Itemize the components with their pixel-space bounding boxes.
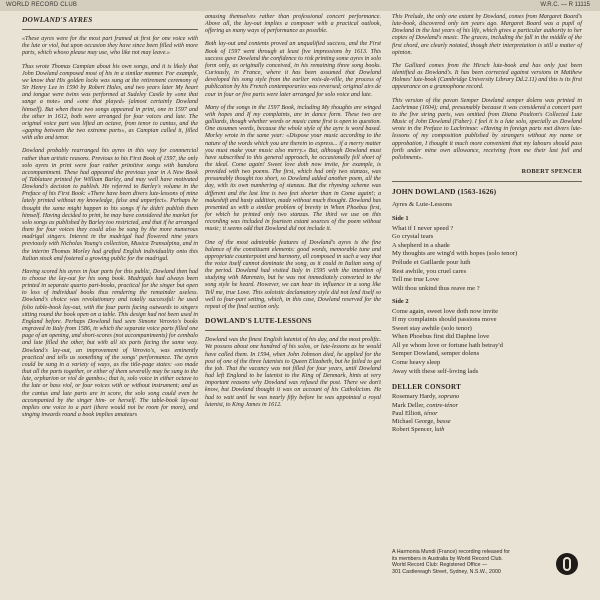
paragraph: The Galliard comes from the Hirsch lute-book and has only just been identified as Dowland's. It has been corrected against versions in Matthew Holmes' lute-book (Cambridge University Library Dd.2.11) and this is its first appearance on a gramophone record. [392,62,582,91]
track-item: Sweet stay awhile (solo tenor) [392,324,472,332]
divider [22,29,198,30]
world-record-club-logo-icon [556,553,578,575]
album-title: Ayres & Lute-Lessons [392,201,452,209]
performer-name: Paul Elliott, [392,409,425,417]
personnel-list [392,393,582,434]
side-2-label: Side 2 [392,298,409,306]
footer-line: World Record Club: Registered Office — [392,562,488,569]
paragraph: Thus wrote Thomas Campian about his own songs, and it is likely that John Dowland composed most of his in a similar manner. For example, we know that His golden locks was sung at the retirement ceremony of Sir Henry Lee in 1590 by Robert Hales, and two years later My heart and tongue were twins was performed at Sudeley Castle by «one that sange a note» and «one that played» (almost certainly Dowland himself). But when these two songs appeared in print, one in 1597 and the other in 1612, both were arranged for four voices and lute. The original voice part was lifted an octave, from tenor to cantus, and the «gaping between the two extreme parts», as Campian called it, filled with alto and tenor. [22,63,198,142]
performer [392,410,582,418]
performer-role: basse [436,418,451,426]
performer [392,393,582,401]
paragraph: Many of the songs in the 1597 Book, including My thoughts are winged with hopes and If my complaints, are in dance form. These two are galliards, though whether words or music came first is open to question. One assumes words, because the whole style of the ayre is word based. Morley wrote in the same year: «Dispose your music according to the nature of the words which you are therein to express... if a merry matter you must make your music also merry.» But, although Dowland must have subscribed to this general approach, he occasionally fell short of the ideal. Come again! Sweet love doth now invite, for example, is provided with two poems. The first, which had only two stanzas, was presumably thought too short, so Dowland added another poem, all the day, with its own numbering of stanzas. But the rhyming scheme was different and the last line is two feet shorter than in Come again!; a makeshift and hasty addition, made without much thought. Dowland has presented us with a similar problem of brevity in When Phoebus first, for which he printed only two stanzas. The third we use on this recording was included in fourteen extant sources of the poem without music; it seems odd that Dowland did not include it. [205,104,381,233]
paragraph: Both lay-out and contents proved an unqualified success, and the First Book of 1597 went through at least five impressions by 1613. This success gave Dowland the confidence to risk printing some ayres in solo form only, as originally conceived, in his remaining three song books. Curiously, in France, where it has been assumed that Dowland developed his song style from the earlier voix-de-ville, the process of publication by his French contemporaries was reversed; original airs de cour in four or five parts were later arranged for solo voice and lute. [205,41,381,98]
header-bar [0,0,600,11]
performer-role: soprano [438,393,460,401]
publisher-footer [392,549,544,575]
divider [205,330,381,331]
paragraph: Having scored his ayres in four parts for this public, Dowland then had to choose the lay-out for his song book. Madrigals had always been printed in separate quarto part-books, practical for the singer but open to loss of individual books thus rendering the remainder useless. Dowland's choice was revolutionary and totally successful: he used folio table-book lay-out, with the four parts facing outwards to singers sitting round the book open on a table. This design had not been used in England before. Perhaps Dowland had seen Simone Verovio's books engraved in Italy from 1586, in which the separate voice parts filled one page of an opening, and short-scores (not accompaniments) for cembalo and lute filled the other, but with all six parts facing the same way. Dowland's lay-out, an improvement of Verovio's, was eminently practical and tells us something of the songs' performance. The ayres could be sung in a variety of ways, as the title-page states: «so made that all the parts together, or either of them severally may be sung to the lute, orpharion or viol de gambo»; that is, solo voice in either octave to the lute or bass viol, or four voices with or without instrument; and as the cantus and lute parts are in score, the solo song could even be accompanied by the singer him- or herself. The table-book lay-out implies one voice to a part (there would not be room for more), and singing inwards round a book implies amateurs [22,268,198,418]
footer-line: 301 Castlereagh Street, Sydney, N.S.W., 2000 [392,568,501,575]
catalog-number: W.R.C. — R 11115 [540,2,590,8]
footer-line: its members in Australia by World Record Club. [392,555,503,562]
paragraph: amusing themselves rather than professional concert performance. Above all, the lay-out implies a composer with a practical outlook, offering as many ways of performance as possible. [205,14,381,35]
performer-role: ténor [424,409,438,417]
track-item: My thoughts are wing'd with hopes (solo tenor) [392,250,518,258]
track-item: If my complaints should passions move [392,316,497,324]
performer [392,426,582,434]
track-item: Rest awhile, you cruel cares [392,267,467,275]
side-1-tracklist [392,225,582,294]
paragraph: «These ayres were for the most part framed at first for one voice with the lute or viol, but upon occasion they have since been filled with more parts, which whoso please may use, who like not may leave.» [22,36,198,57]
performer-role: contre-ténor [426,401,459,409]
divider [392,181,582,182]
performer-role: luth [434,426,445,434]
performer [392,418,582,426]
paragraph: This Prelude, the only one extant by Dowland, comes from Margaret Board's lute-book, discovered only ten years ago. Margaret Board was a pupil of Dowland in the last years of his life, which gives a particular authority to her copies of Dowland's music. The graces, including the fall in the middle of the first chord, are clearly notated, though their interpretation is still a matter of opinion. [392,14,582,56]
column-1 [22,14,198,425]
section-title-ayres: DOWLAND'S AYRES [22,15,93,24]
section-title-lute-lessons: DOWLAND'S LUTE-LESSONS [205,316,312,326]
ensemble-name: DELLER CONSORT [392,383,462,392]
author-signature: ROBERT SPENCER [521,167,582,175]
paragraph: Dowland was the finest English lutenist of his day, and the most prolific. We possess about one hundred of his solos, or lute-lessons as he would have called them. In 1594, when John Johnson died, he applied for the post of one of the three lutenists to Queen Elizabeth, but he failed to get the job. That the vacancy was not filled for four years, until Dowland had left England to be lutenist to the King of Denmark, hints at very important reasons why Dowland was refused the post. There we don't know, but Dowland thought it was on account of his Catholicism. He had to wait until he was nearly fifty before he was appointed a royal lutenist, to King James in 1612. [205,337,381,408]
performer [392,402,582,410]
track-item: A shepherd in a shade [392,241,450,249]
label-name: WORLD RECORD CLUB [6,2,78,8]
track-item: Wilt thou unkind thus reave me ? [392,284,480,292]
performer-name: Rosemary Hardy, [392,393,439,401]
performer-name: Robert Spencer, [392,426,435,434]
column-3 [392,14,582,434]
track-item: Come again, sweet love doth now invite [392,307,499,315]
paragraph: This version of the pavan Semper Dowland semper dolens was printed in Lachrimae (1604); and, presumably because it was considered a concert part to the five string parts, was omitted from Diana Poulton's Collected Lute Music of John Dowland (Faber). I feel it is a lute solo, specially as Dowland wrote in the Preface to Lachrimae: «Having in foreign parts met divers lute-lessons of my composition published by strangers without my name or approbation, I thought it much more convenient that my labours should pass forth under mine own allowance, receiving from me their last foil and polishment». [392,97,582,161]
side-1-label: Side 1 [392,215,409,223]
performer-name: Michael George, [392,418,437,426]
track-item: Away with these self-loving lads [392,367,479,375]
composer-heading: JOHN DOWLAND (1563-1626) [392,187,497,197]
track-item: What if I never speed ? [392,224,454,232]
track-item: All ye whom love or fortune hath betray'd [392,341,503,349]
footer-line: A Harmonia Mundi (France) recording released for [392,549,511,555]
track-item: Prélude et Gaillarde pour luth [392,258,471,266]
track-item: When Phoebus first did Daphne love [392,333,490,341]
track-item: Semper Dowland, semper dolens [392,350,480,358]
side-2-tracklist [392,308,582,377]
paragraph: Dowland probably rearranged his ayres in this way for commercial rather than artistic reasons. Previous to his First Book of 1597, the only solo ayres in print were four rather primitive songs with bandora accompaniment. These had appeared the previous year in A New Book of Tablature printed for William Barley, and may well have motivated Dowland's decision to publish. He referred to Barley's volume in the Preface of his First Book: «There have been divers lute-lessons of mine lately printed without my knowledge, false and unperfect». Perhaps he thought the same might happen to his songs if he didn't publish them himself. Having decided to print, he may have considered the market for solo songs as published by Barley too restricted, and that if he arranged them for four voices they could also be sung by the more numerous madrigal singers. Interest in the madrigal had flowered nine years previously with Nicholas Young's collection, Musica Transalpina, and in the interim Thomas Morley had grafted English individuality onto this Italian stock and fostered a growing public for the madrigal. [22,148,198,262]
track-item: Come heavy sleep [392,359,441,367]
track-item: Tell me true Love [392,276,439,284]
track-item: Go crystal tears [392,233,434,241]
performer-name: Mark Deller, [392,401,427,409]
paragraph: One of the most admirable features of Dowland's ayres is the fine balance of the constituent elements: good words, memorable tune and appropriate counterpoint and harmony, all composed in such a way that the voice itself cannot dominate the song, as it could in Italian song of the period. Dowland had visited Italy in 1595 with the intention of studying with Marenzio, but he was not immediately converted to the song style he heard. However, we can hear its influence in a song like Tell me, true Love. This soloistic declamatory style did not lend itself so well to four-part setting, which, in this case, Dowland reserved for the repeat of the final section only. [205,239,381,310]
column-2 [205,14,381,415]
